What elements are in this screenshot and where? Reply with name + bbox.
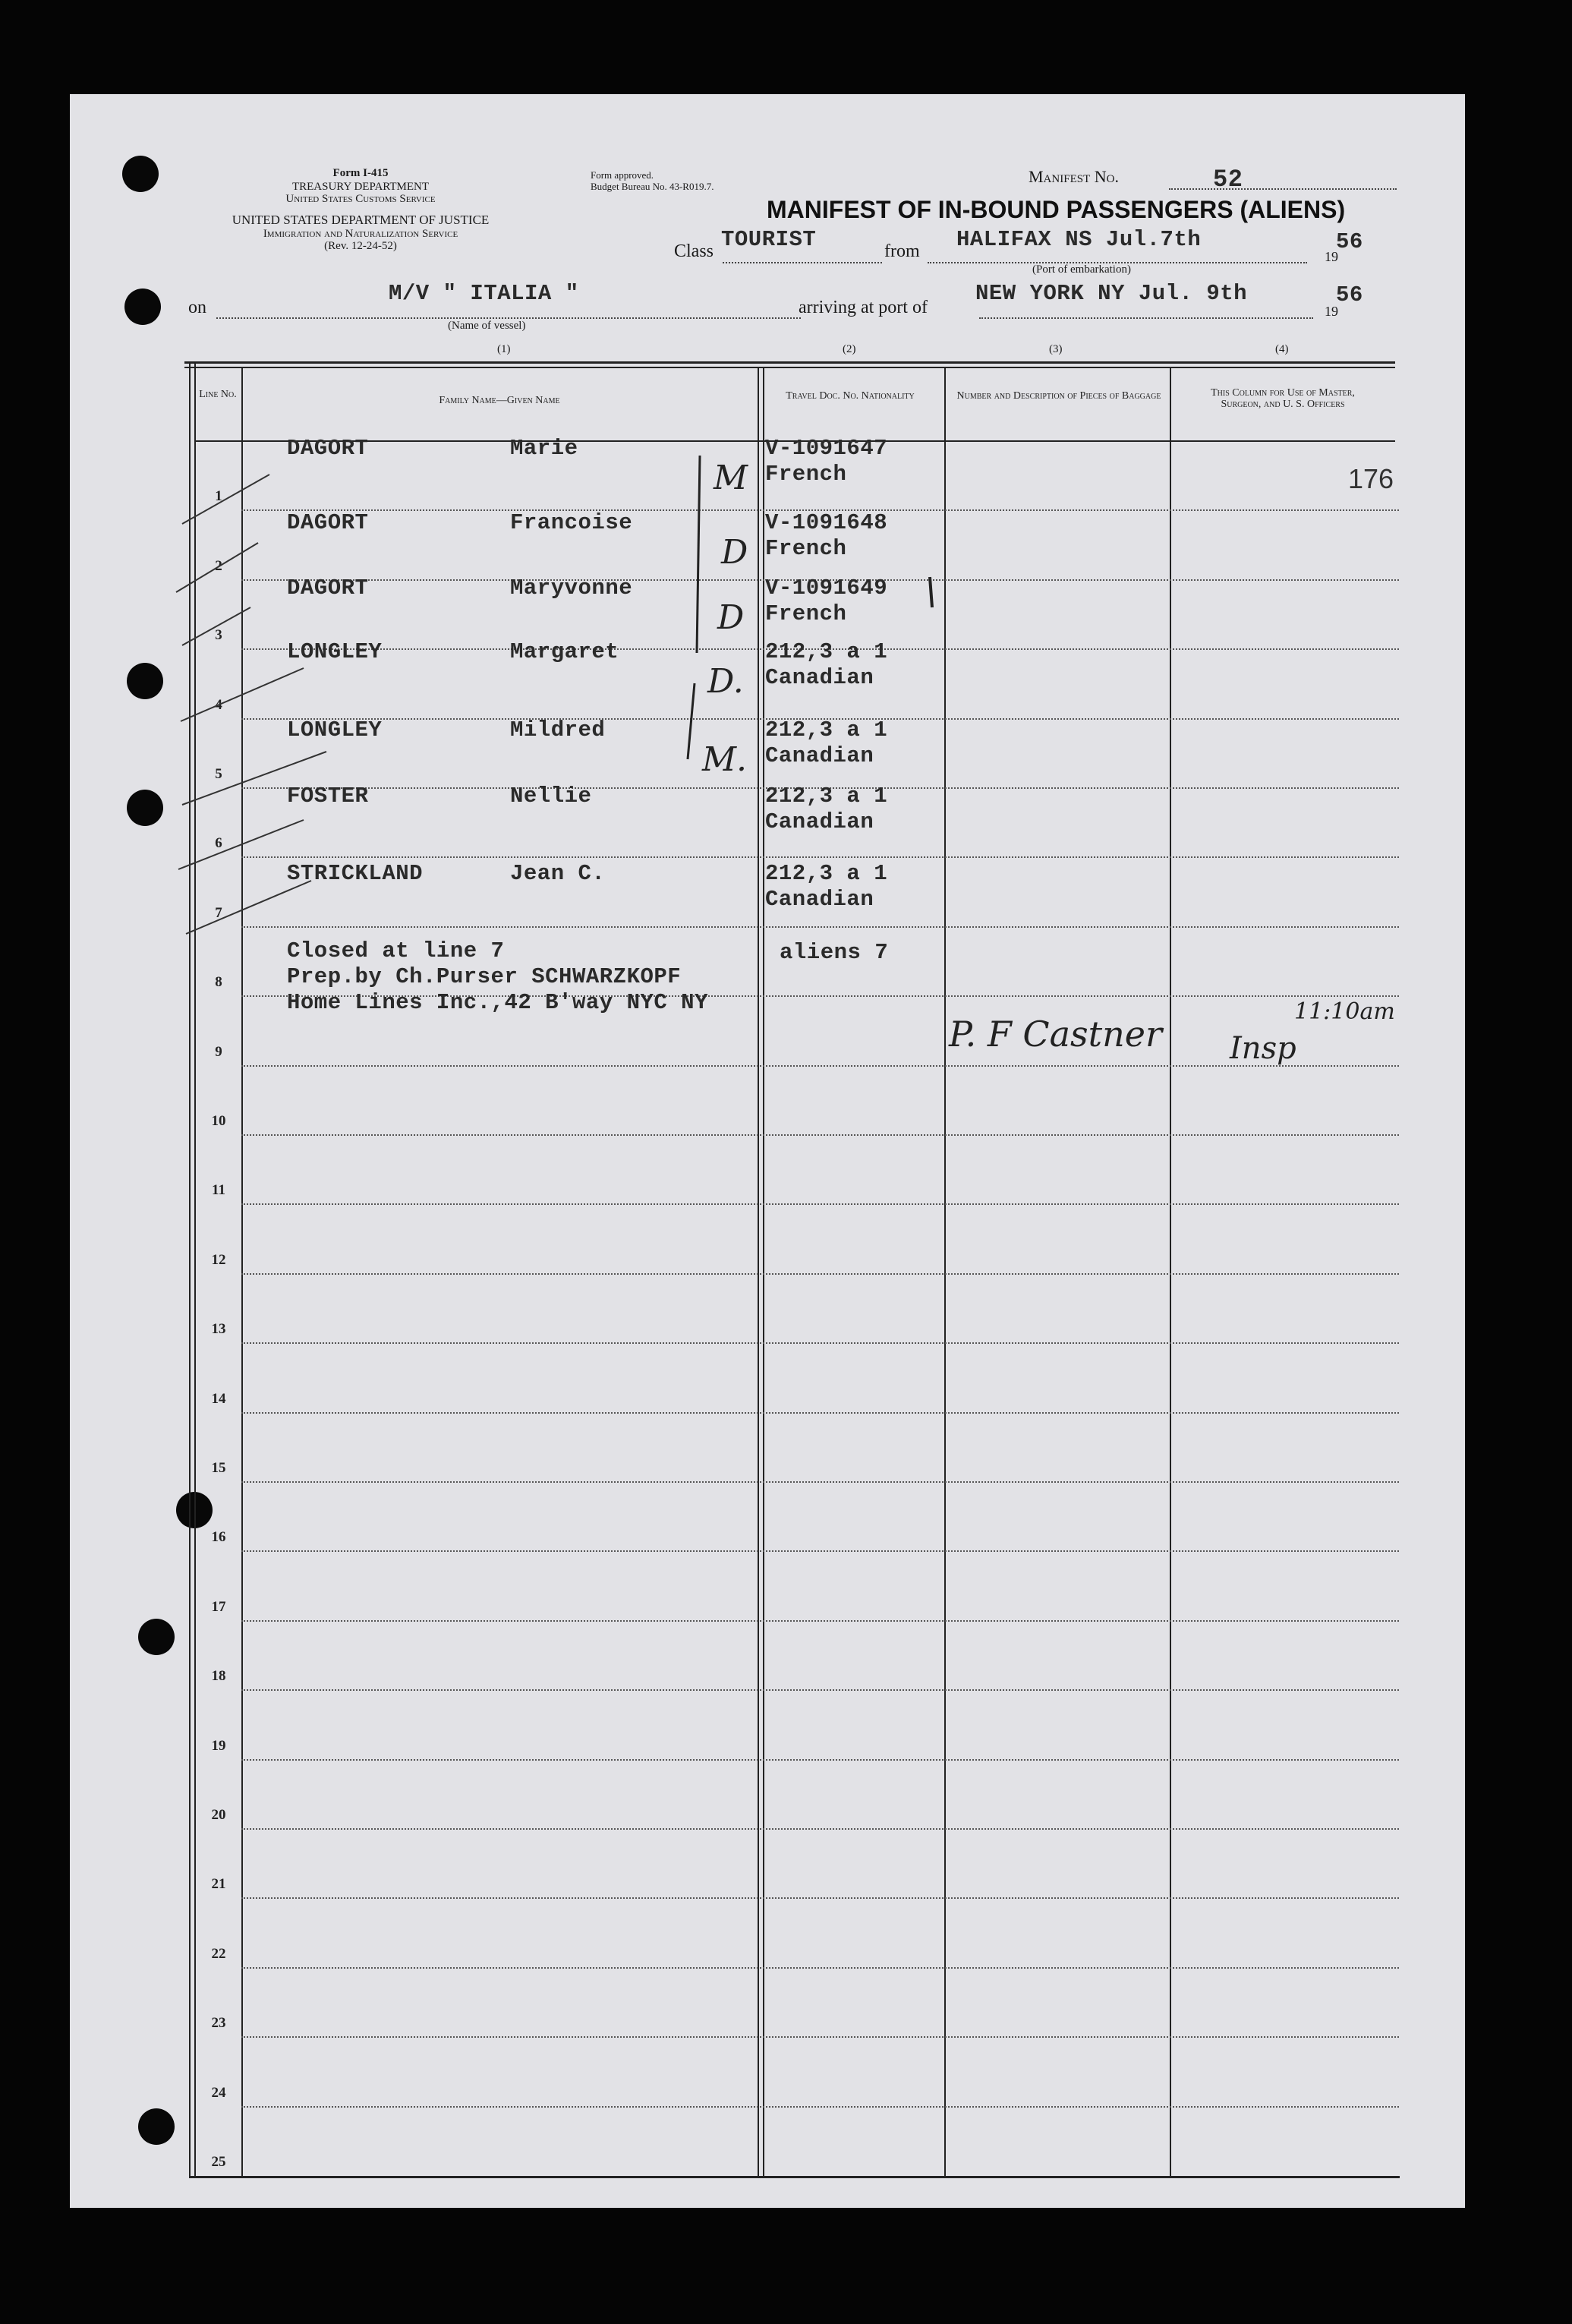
class-value: TOURIST bbox=[721, 227, 817, 252]
line-number: 9 bbox=[215, 1043, 222, 1060]
line-number: 3 bbox=[215, 627, 222, 644]
treasury-dept: TREASURY DEPARTMENT bbox=[291, 181, 430, 193]
vessel-caption: (Name of vessel) bbox=[448, 320, 526, 332]
passenger-nationality: Canadian bbox=[765, 887, 874, 912]
manifest-number-value: 52 bbox=[1213, 166, 1243, 194]
line-number: 10 bbox=[211, 1113, 226, 1129]
from-value: HALIFAX NS Jul.7th bbox=[956, 227, 1202, 252]
line-number: 8 bbox=[215, 974, 222, 991]
from-label: from bbox=[884, 241, 920, 261]
passenger-relation-mark: D. bbox=[707, 662, 744, 701]
year-prefix-2: 19 bbox=[1325, 304, 1338, 319]
form-number: Form I-415 bbox=[332, 167, 389, 179]
passenger-travel-doc: 212,3 a 1 bbox=[765, 717, 888, 743]
officer-note: 176 bbox=[1348, 463, 1394, 494]
line-number: 18 bbox=[211, 1668, 226, 1685]
inspector-signature: P. F Castner bbox=[949, 1014, 1162, 1055]
ins-service: Immigration and Naturalization Service bbox=[263, 228, 458, 240]
line-number: 15 bbox=[211, 1460, 226, 1476]
aliens-count: aliens 7 bbox=[780, 940, 889, 965]
line-number: 20 bbox=[211, 1807, 226, 1823]
passenger-nationality: French bbox=[765, 462, 847, 487]
vessel-value: M/V " ITALIA " bbox=[389, 281, 579, 306]
on-label: on bbox=[188, 298, 206, 317]
line-number: 1 bbox=[215, 488, 222, 505]
passenger-family-name: DAGORT bbox=[287, 575, 369, 601]
passenger-nationality: Canadian bbox=[765, 665, 874, 690]
header-family-name: Family Name—Given Name bbox=[439, 395, 560, 406]
manifest-title: MANIFEST OF IN-BOUND PASSENGERS (ALIENS) bbox=[767, 196, 1346, 223]
line-number: 21 bbox=[211, 1876, 226, 1893]
line-number: 16 bbox=[211, 1529, 226, 1546]
passenger-given-name: Mildred bbox=[510, 717, 606, 743]
header-officers: This Column for Use of Master, Surgeon, and U. S. Officers bbox=[1211, 387, 1355, 410]
passenger-travel-doc: 212,3 a 1 bbox=[765, 861, 888, 886]
line-number: 6 bbox=[215, 835, 222, 852]
passenger-given-name: Marie bbox=[510, 436, 578, 461]
passenger-travel-doc: V-1091647 bbox=[765, 436, 888, 461]
year-prefix-1: 19 bbox=[1325, 249, 1338, 264]
line-number: 11 bbox=[212, 1182, 225, 1199]
revision: (Rev. 12-24-52) bbox=[324, 240, 397, 252]
header-travel-doc: Travel Doc. No. Nationality bbox=[786, 390, 915, 402]
year-value-1: 56 bbox=[1336, 229, 1363, 254]
passenger-travel-doc: 212,3 a 1 bbox=[765, 639, 888, 664]
passenger-relation-mark: M bbox=[714, 459, 748, 497]
customs-service: United States Customs Service bbox=[285, 193, 436, 205]
col-4-number: (4) bbox=[1275, 343, 1289, 355]
passenger-nationality: French bbox=[765, 536, 847, 561]
passenger-nationality: Canadian bbox=[765, 809, 874, 834]
closing-line-3: Home Lines Inc.,42 B'way NYC NY bbox=[287, 990, 708, 1015]
form-approved: Form approved. bbox=[591, 169, 654, 181]
passenger-nationality: French bbox=[765, 601, 847, 626]
line-number: 7 bbox=[215, 904, 222, 921]
passenger-travel-doc: V-1091648 bbox=[765, 510, 888, 535]
passenger-family-name: LONGLEY bbox=[287, 717, 383, 743]
class-label: Class bbox=[674, 241, 714, 261]
passenger-given-name: Jean C. bbox=[510, 861, 606, 886]
passenger-nationality: Canadian bbox=[765, 743, 874, 768]
passenger-travel-doc: V-1091649 bbox=[765, 575, 888, 601]
passenger-given-name: Maryvonne bbox=[510, 575, 633, 601]
line-number: 2 bbox=[215, 557, 222, 574]
port-caption: (Port of embarkation) bbox=[1032, 263, 1131, 276]
line-number: 22 bbox=[211, 1945, 226, 1962]
closing-line-1: Closed at line 7 bbox=[287, 938, 505, 963]
line-number: 24 bbox=[211, 2084, 226, 2101]
passenger-family-name: FOSTER bbox=[287, 784, 369, 809]
line-number: 5 bbox=[215, 766, 222, 782]
col-1-number: (1) bbox=[497, 343, 511, 355]
line-number: 12 bbox=[211, 1251, 226, 1268]
line-number: 13 bbox=[211, 1321, 226, 1338]
col-2-number: (2) bbox=[843, 343, 856, 355]
passenger-family-name: LONGLEY bbox=[287, 639, 383, 664]
passenger-family-name: STRICKLAND bbox=[287, 861, 424, 886]
passenger-family-name: DAGORT bbox=[287, 436, 369, 461]
line-number: 14 bbox=[211, 1390, 226, 1407]
passenger-given-name: Francoise bbox=[510, 510, 633, 535]
line-number: 4 bbox=[215, 696, 222, 713]
passenger-given-name: Nellie bbox=[510, 784, 592, 809]
passenger-relation-mark: D bbox=[721, 533, 748, 572]
year-value-2: 56 bbox=[1336, 282, 1363, 307]
justice-dept: UNITED STATES DEPARTMENT OF JUSTICE bbox=[232, 213, 490, 227]
passenger-relation-mark: M. bbox=[702, 740, 748, 779]
passenger-relation-mark: D bbox=[717, 598, 745, 637]
header-line-no: Line No. bbox=[199, 389, 237, 400]
closing-line-2: Prep.by Ch.Purser SCHWARZKOPF bbox=[287, 964, 682, 989]
arriving-label: arriving at port of bbox=[799, 298, 928, 317]
budget-bureau: Budget Bureau No. 43-R019.7. bbox=[591, 181, 714, 192]
arriving-value: NEW YORK NY Jul. 9th bbox=[975, 281, 1248, 306]
inspector-title: Insp bbox=[1230, 1031, 1296, 1066]
col-3-number: (3) bbox=[1049, 343, 1063, 355]
line-number: 17 bbox=[211, 1598, 226, 1615]
header-baggage: Number and Description of Pieces of Baggage bbox=[956, 390, 1161, 402]
manifest-number-label: Manifest No. bbox=[1029, 167, 1119, 186]
passenger-given-name: Margaret bbox=[510, 639, 619, 664]
inspector-time: 11:10am bbox=[1294, 998, 1395, 1025]
line-number: 25 bbox=[211, 2154, 226, 2170]
passenger-family-name: DAGORT bbox=[287, 510, 369, 535]
line-number: 23 bbox=[211, 2015, 226, 2032]
line-number: 19 bbox=[211, 1737, 226, 1754]
passenger-travel-doc: 212,3 a 1 bbox=[765, 784, 888, 809]
